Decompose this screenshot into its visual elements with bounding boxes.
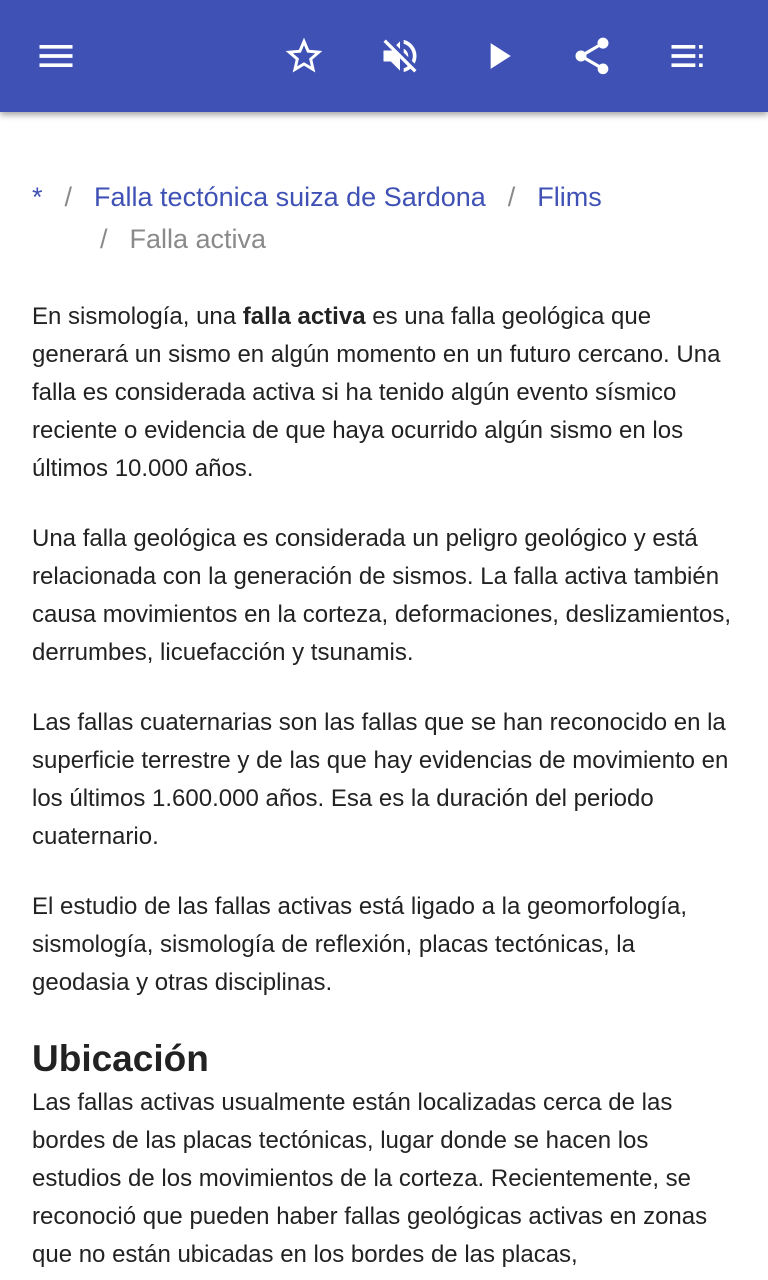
paragraph-3: Las fallas cuaternarias son las fallas que se han reconocido en la superficie terrestre y de las que hay evidencias de movimiento en los últimos 1.600.000 años. Esa es la duración del periodo cuaternario.	[32, 709, 729, 850]
breadcrumb-link-flims[interactable]: Flims	[537, 182, 602, 212]
mute-button[interactable]	[372, 28, 428, 84]
share-icon	[570, 34, 614, 78]
playlist-icon	[666, 34, 710, 78]
breadcrumb-current: Falla activa	[129, 224, 267, 254]
breadcrumb-separator: /	[100, 224, 108, 254]
paragraph-1-intro: En sismología, una	[32, 303, 243, 330]
article-body	[32, 298, 738, 1280]
section-heading-ubicacion: Ubicación	[32, 1038, 209, 1079]
play-button[interactable]	[470, 28, 526, 84]
breadcrumb-link-sardona[interactable]: Falla tectónica suiza de Sardona	[94, 182, 486, 212]
favorite-button[interactable]	[276, 28, 332, 84]
paragraph-1	[32, 298, 738, 488]
paragraph-5: Las fallas activas usualmente están localizadas cerca de las bordes de las placas tectónicas, lugar donde se hacen los estudios de los movimientos de la corteza. Recientemente, se reconoció que pueden haber fallas geológicas activas en zonas que no están ubicadas en los bordes de las placas,	[32, 1089, 708, 1268]
star-outline-icon	[282, 34, 326, 78]
paragraph-4: El estudio de las fallas activas está ligado a la geomorfología, sismología, sismología de reflexión, placas tectónicas, la geodasia y otras disciplinas.	[32, 893, 688, 996]
breadcrumb-separator: /	[64, 182, 73, 212]
app-toolbar	[0, 0, 768, 112]
term-falla-activa: falla activa	[242, 303, 366, 330]
play-icon	[476, 34, 520, 78]
breadcrumb	[32, 176, 742, 260]
paragraph-1-rest: es una falla geológica que generará un sismo en algún momento en un futuro cercano. Una falla es considerada activa si ha tenido algún evento sísmico reciente o evidencia de que haya ocurrido algún sismo en los últimos 10.000 años.	[32, 303, 721, 482]
paragraph-2: Una falla geológica es considerada un peligro geológico y está relacionada con la generación de sismos. La falla activa también causa movimientos en la corteza, deformaciones, deslizamientos, derrumbes, licuefacción y tsunamis.	[32, 525, 731, 666]
breadcrumb-separator: /	[507, 182, 516, 212]
article-content	[0, 112, 768, 1280]
menu-button[interactable]	[28, 28, 84, 84]
breadcrumb-home-link[interactable]: *	[32, 182, 43, 212]
share-button[interactable]	[564, 28, 620, 84]
volume-off-icon	[378, 34, 422, 78]
menu-icon	[34, 34, 78, 78]
table-of-contents-button[interactable]	[660, 28, 716, 84]
